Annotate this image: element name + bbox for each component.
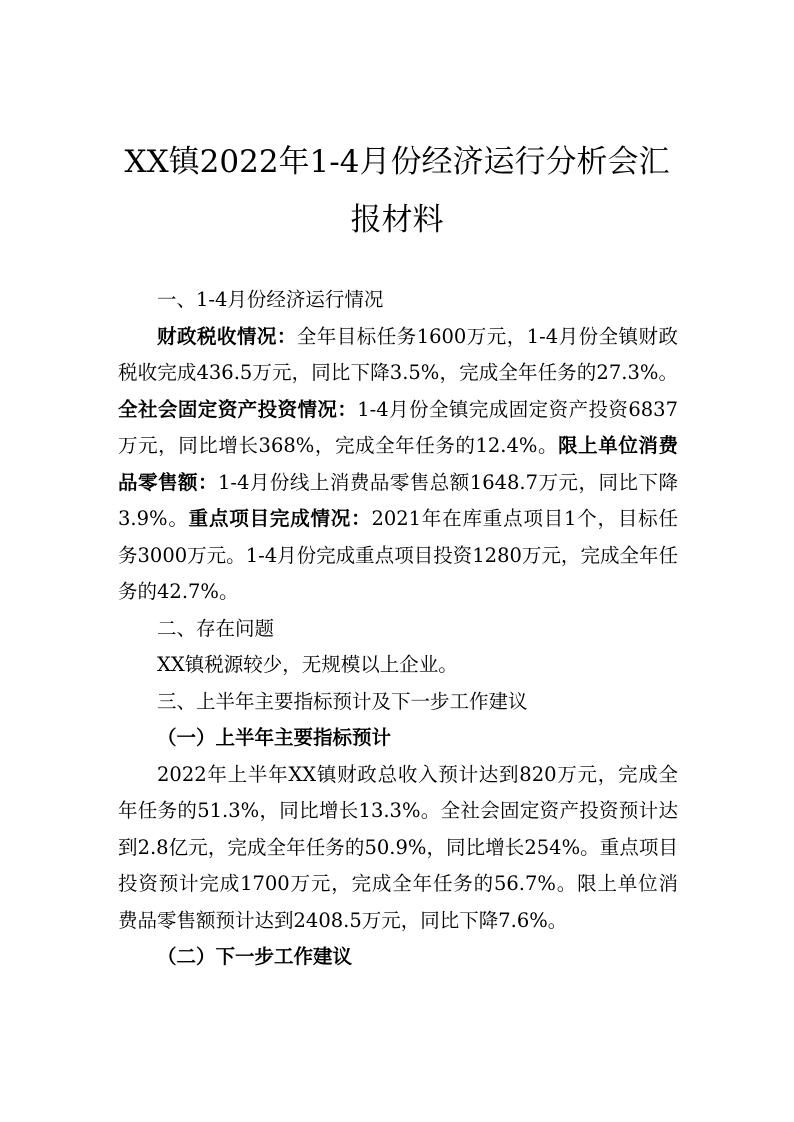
document-title-line-1: XX镇2022年1-4月份经济运行分析会汇 (124, 144, 670, 180)
text-key-projects: 2021年在库重点项目1个，目标任务3000万元。1-4月份完成重点项目投资1280万元，完成全年任务的42.7%。 (118, 507, 678, 603)
section-3-heading: 三、上半年主要指标预计及下一步工作建议 (157, 689, 528, 713)
label-key-projects: 重点项目完成情况： (188, 507, 372, 530)
document-title-line-2: 报材料 (350, 202, 444, 238)
section-2-heading: 二、存在问题 (157, 616, 275, 640)
section-3-paragraph-1: 2022年上半年XX镇财政总收入预计达到820万元，完成全年任务的51.3%，同比增长13.3%。全社会固定资产投资预计达到2.8亿元，完成全年任务的50.9%，同比增长254%。重点项目投资预计完成1700万元，完成全年任务的56.7%。限上单位消费品零售额预计达到2408.5万元，同比下降7.6%。 (118, 762, 678, 932)
text-fiscal-tax: 全年目标任务1600万元，1-4月份全镇财政税收完成436.5万元，同比下降3.5%，完成全年任务的27.3%。 (118, 324, 678, 384)
section-1-paragraph (118, 319, 678, 611)
label-fixed-investment: 全社会固定资产投资情况： (118, 397, 358, 421)
label-retail-sales: 限上单位消费品零售额： (118, 434, 678, 494)
text-retail-sales: 1-4月份线上消费品零售总额1648.7万元，同比下降3.9%。 (118, 470, 678, 530)
document-body (118, 282, 678, 976)
text-fixed-investment: 1-4月份全镇完成固定资产投资6837万元，同比增长368%，完成全年任务的12.4%。 (118, 397, 678, 457)
section-2-paragraph: XX镇税源较少，无规模以上企业。 (157, 653, 458, 676)
section-3-subheading-1: （一）上半年主要指标预计 (157, 726, 392, 749)
label-fiscal-tax: 财政税收情况： (157, 324, 297, 348)
section-3-subheading-2: （二）下一步工作建议 (157, 945, 353, 968)
section-1-heading: 一、1-4月份经济运行情况 (157, 288, 384, 311)
